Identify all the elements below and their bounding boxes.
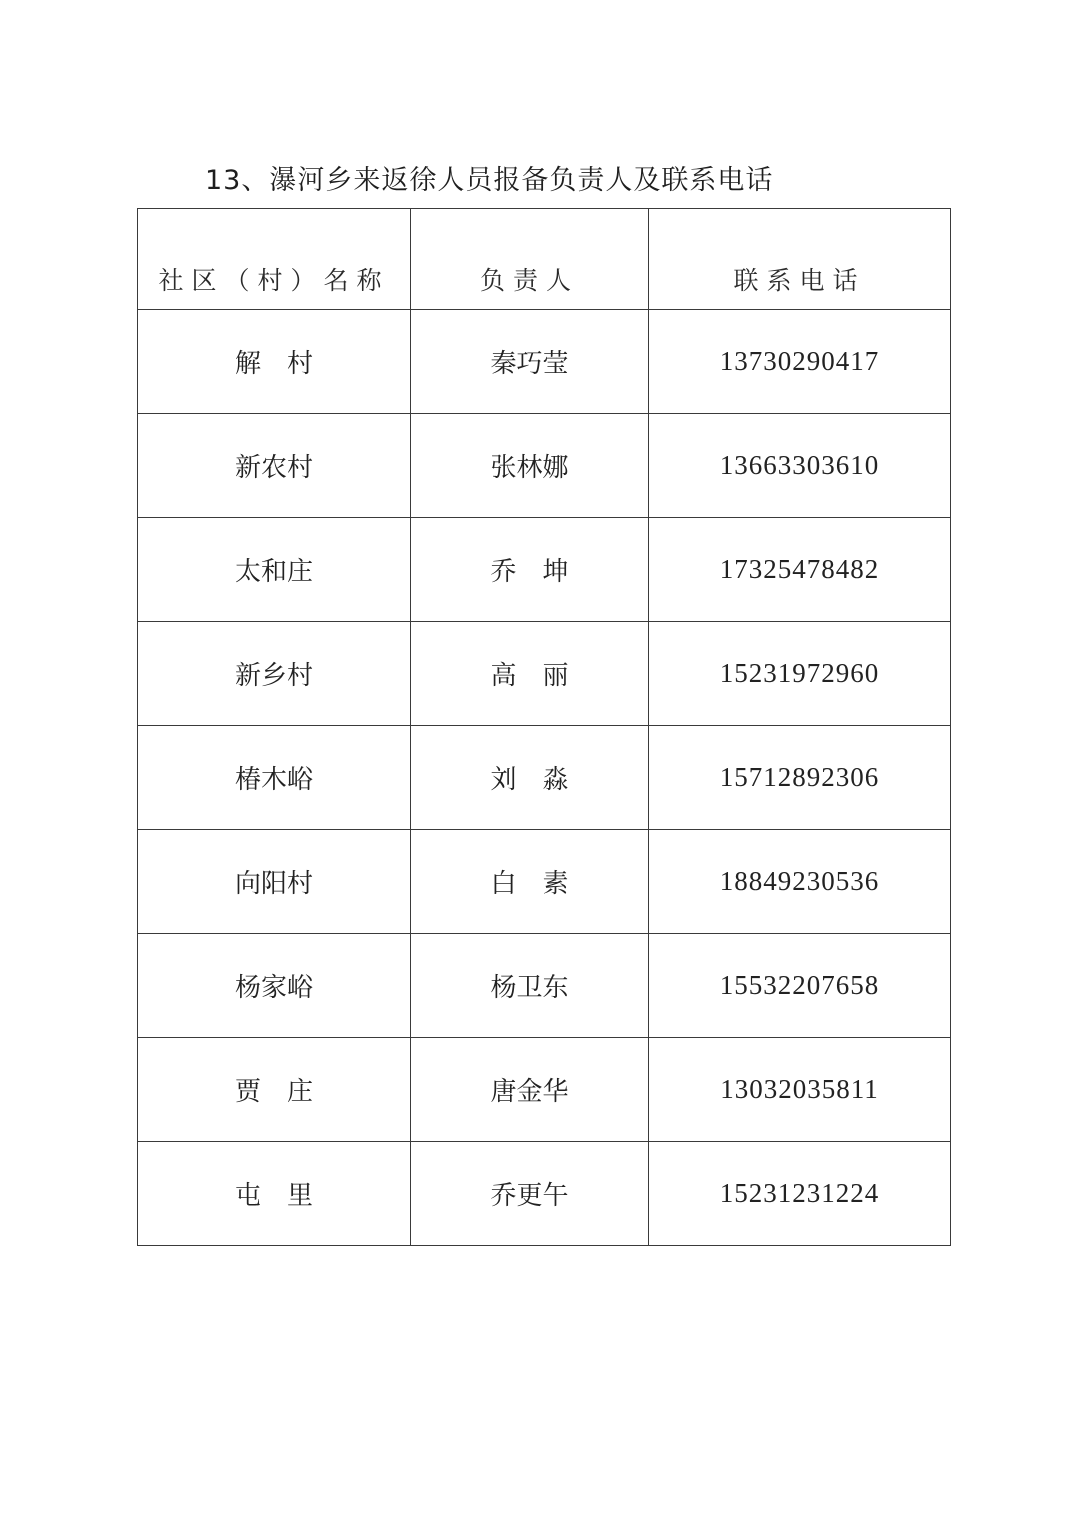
table-row: [138, 1142, 951, 1246]
cell-contact-phone: 15231231224: [649, 1142, 951, 1246]
table-row: [138, 518, 951, 622]
cell-community-name: 向阳村: [138, 830, 411, 934]
table-row: [138, 934, 951, 1038]
header-community-name: 社区（村）名称: [138, 209, 411, 310]
table-row: [138, 1038, 951, 1142]
header-contact-phone: 联系电话: [649, 209, 951, 310]
cell-contact-phone: 15712892306: [649, 726, 951, 830]
cell-community-name: 椿木峪: [138, 726, 411, 830]
cell-contact-phone: 17325478482: [649, 518, 951, 622]
cell-person-in-charge: 唐金华: [411, 1038, 649, 1142]
cell-contact-phone: 13730290417: [649, 310, 951, 414]
table-row: [138, 622, 951, 726]
cell-person-in-charge: 秦巧莹: [411, 310, 649, 414]
cell-person-in-charge: 乔 坤: [411, 518, 649, 622]
page-title: 13、瀑河乡来返徐人员报备负责人及联系电话: [205, 165, 774, 196]
cell-community-name: 太和庄: [138, 518, 411, 622]
cell-community-name: 贾 庄: [138, 1038, 411, 1142]
cell-community-name: 新农村: [138, 414, 411, 518]
table-row: [138, 726, 951, 830]
header-person-in-charge: 负责人: [411, 209, 649, 310]
table-row: [138, 830, 951, 934]
cell-contact-phone: 13663303610: [649, 414, 951, 518]
cell-community-name: 解 村: [138, 310, 411, 414]
cell-contact-phone: 15231972960: [649, 622, 951, 726]
cell-community-name: 杨家峪: [138, 934, 411, 1038]
contacts-table: [137, 208, 951, 1246]
cell-person-in-charge: 刘 淼: [411, 726, 649, 830]
cell-person-in-charge: 乔更午: [411, 1142, 649, 1246]
cell-person-in-charge: 高 丽: [411, 622, 649, 726]
cell-community-name: 新乡村: [138, 622, 411, 726]
table-header-row: [138, 209, 951, 310]
cell-person-in-charge: 张林娜: [411, 414, 649, 518]
cell-person-in-charge: 杨卫东: [411, 934, 649, 1038]
cell-contact-phone: 15532207658: [649, 934, 951, 1038]
cell-community-name: 屯 里: [138, 1142, 411, 1246]
cell-person-in-charge: 白 素: [411, 830, 649, 934]
table-row: [138, 310, 951, 414]
cell-contact-phone: 18849230536: [649, 830, 951, 934]
table-row: [138, 414, 951, 518]
cell-contact-phone: 13032035811: [649, 1038, 951, 1142]
